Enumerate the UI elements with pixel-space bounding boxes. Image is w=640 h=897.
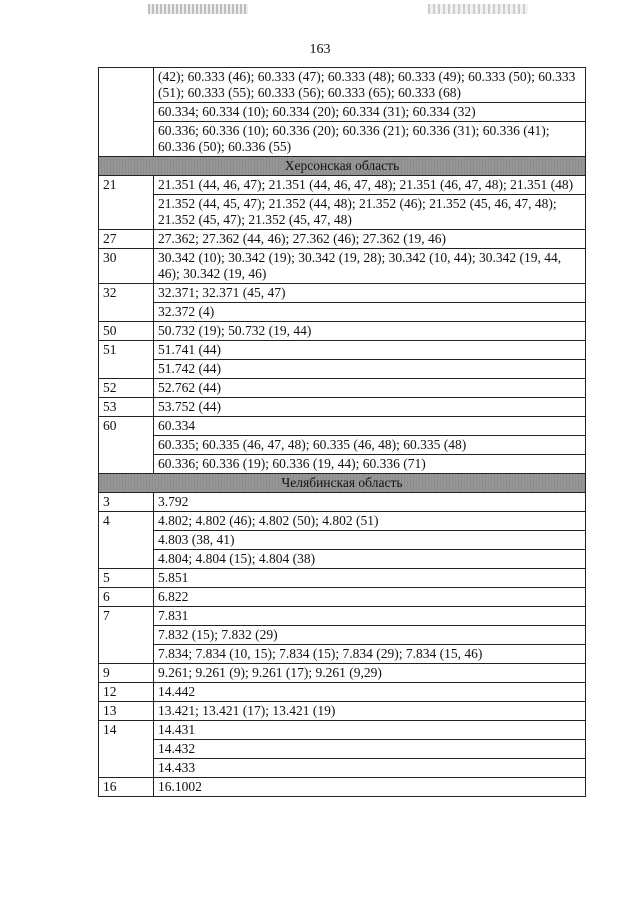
section-number-cell: 6 (99, 588, 154, 607)
codes-cell: (42); 60.333 (46); 60.333 (47); 60.333 (48); 60.333 (49); 60.333 (50); 60.333 (51); 60.333 (55); 60.333 (56); 60.333 (65); 60.333 (68) (154, 68, 586, 103)
section-number-cell: 3 (99, 493, 154, 512)
codes-cell: 32.372 (4) (154, 303, 586, 322)
codes-cell: 14.431 (154, 721, 586, 740)
codes-cell: 51.741 (44) (154, 341, 586, 360)
table-row (99, 122, 586, 157)
table-row (99, 103, 586, 122)
codes-cell: 16.1002 (154, 778, 586, 797)
section-number-cell: 51 (99, 341, 154, 379)
table-row (99, 398, 586, 417)
section-number-cell: 5 (99, 569, 154, 588)
table-row (99, 569, 586, 588)
table-row (99, 379, 586, 398)
table-row (99, 645, 586, 664)
table-row (99, 493, 586, 512)
table-row (99, 284, 586, 303)
codes-cell: 14.433 (154, 759, 586, 778)
section-number-cell: 9 (99, 664, 154, 683)
table-row (99, 607, 586, 626)
table-row (99, 626, 586, 645)
codes-cell: 51.742 (44) (154, 360, 586, 379)
codes-cell: 6.822 (154, 588, 586, 607)
codes-cell: 32.371; 32.371 (45, 47) (154, 284, 586, 303)
codes-cell: 13.421; 13.421 (17); 13.421 (19) (154, 702, 586, 721)
codes-cell: 5.851 (154, 569, 586, 588)
codes-cell: 14.442 (154, 683, 586, 702)
table-row (99, 702, 586, 721)
codes-cell: 4.803 (38, 41) (154, 531, 586, 550)
table-row (99, 195, 586, 230)
region-header-row (99, 157, 586, 176)
table-row (99, 360, 586, 379)
section-number-cell: 52 (99, 379, 154, 398)
table-row (99, 455, 586, 474)
codes-cell: 7.831 (154, 607, 586, 626)
codes-cell: 60.334 (154, 417, 586, 436)
section-number-cell: 21 (99, 176, 154, 230)
table-row (99, 512, 586, 531)
table-row (99, 683, 586, 702)
codes-cell: 53.752 (44) (154, 398, 586, 417)
scan-artifact (428, 4, 528, 14)
table-row (99, 303, 586, 322)
table-row (99, 550, 586, 569)
codes-cell: 30.342 (10); 30.342 (19); 30.342 (19, 28); 30.342 (10, 44); 30.342 (19, 44, 46); 30.342 (19, 46) (154, 249, 586, 284)
table-row (99, 322, 586, 341)
table-row (99, 664, 586, 683)
section-number-cell: 50 (99, 322, 154, 341)
section-number-cell: 16 (99, 778, 154, 797)
section-number-cell: 13 (99, 702, 154, 721)
table-row (99, 68, 586, 103)
registry-table (98, 67, 586, 797)
table-row (99, 417, 586, 436)
section-number-cell: 12 (99, 683, 154, 702)
table-row (99, 436, 586, 455)
page-number: 163 (309, 42, 331, 57)
section-number-cell: 30 (99, 249, 154, 284)
codes-cell: 7.834; 7.834 (10, 15); 7.834 (15); 7.834 (29); 7.834 (15, 46) (154, 645, 586, 664)
codes-cell: 60.335; 60.335 (46, 47, 48); 60.335 (46, 48); 60.335 (48) (154, 436, 586, 455)
table-row (99, 176, 586, 195)
codes-cell: 21.352 (44, 45, 47); 21.352 (44, 48); 21.352 (46); 21.352 (45, 46, 47, 48); 21.352 (45, 47); 21.352 (45, 47, 48) (154, 195, 586, 230)
section-number-cell: 4 (99, 512, 154, 569)
table-row (99, 249, 586, 284)
codes-cell: 60.336; 60.336 (19); 60.336 (19, 44); 60.336 (71) (154, 455, 586, 474)
section-number-cell: 7 (99, 607, 154, 664)
section-number-cell: 14 (99, 721, 154, 778)
region-name: Челябинская область (99, 474, 586, 493)
table-row (99, 531, 586, 550)
codes-cell: 52.762 (44) (154, 379, 586, 398)
codes-cell: 60.334; 60.334 (10); 60.334 (20); 60.334 (31); 60.334 (32) (154, 103, 586, 122)
codes-cell: 7.832 (15); 7.832 (29) (154, 626, 586, 645)
codes-cell: 60.336; 60.336 (10); 60.336 (20); 60.336 (21); 60.336 (31); 60.336 (41); 60.336 (50); 60.336 (55) (154, 122, 586, 157)
table-row (99, 341, 586, 360)
section-number-cell: 60 (99, 417, 154, 474)
section-number-cell: 53 (99, 398, 154, 417)
scan-artifact (148, 4, 248, 14)
codes-cell: 4.804; 4.804 (15); 4.804 (38) (154, 550, 586, 569)
table-row (99, 759, 586, 778)
table-row (99, 588, 586, 607)
section-number-cell: 32 (99, 284, 154, 322)
codes-cell: 3.792 (154, 493, 586, 512)
section-number-cell: 27 (99, 230, 154, 249)
table-row (99, 740, 586, 759)
codes-cell: 50.732 (19); 50.732 (19, 44) (154, 322, 586, 341)
codes-cell: 9.261; 9.261 (9); 9.261 (17); 9.261 (9,29) (154, 664, 586, 683)
codes-cell: 21.351 (44, 46, 47); 21.351 (44, 46, 47, 48); 21.351 (46, 47, 48); 21.351 (48) (154, 176, 586, 195)
region-header-row (99, 474, 586, 493)
codes-cell: 4.802; 4.802 (46); 4.802 (50); 4.802 (51) (154, 512, 586, 531)
section-number-cell (99, 68, 154, 157)
codes-cell: 27.362; 27.362 (44, 46); 27.362 (46); 27.362 (19, 46) (154, 230, 586, 249)
region-name: Херсонская область (99, 157, 586, 176)
table-row (99, 721, 586, 740)
table-row (99, 230, 586, 249)
codes-cell: 14.432 (154, 740, 586, 759)
table-row (99, 778, 586, 797)
